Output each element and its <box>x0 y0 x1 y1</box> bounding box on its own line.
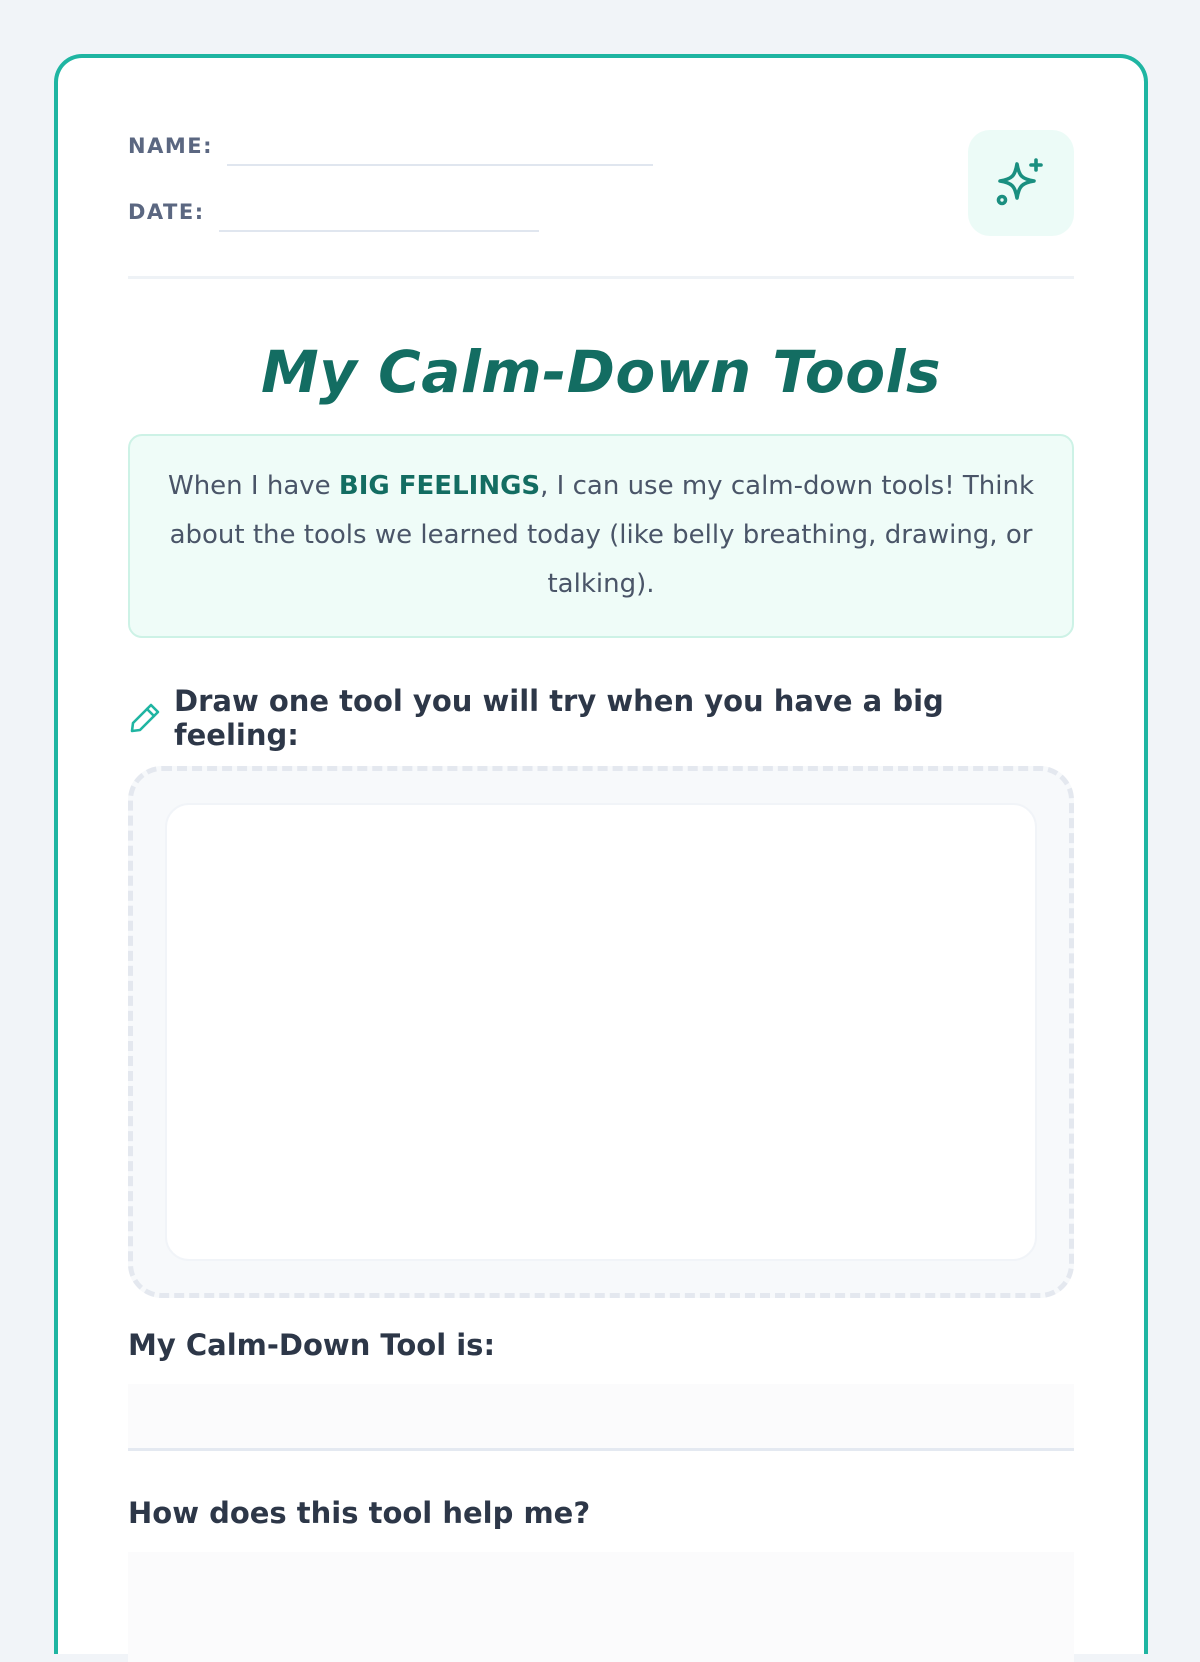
date-row <box>128 198 539 226</box>
header-divider <box>128 276 1074 279</box>
date-field[interactable] <box>219 230 539 232</box>
question-tool-label: My Calm-Down Tool is: <box>128 1328 496 1362</box>
intro-highlight: BIG FEELINGS <box>338 471 541 501</box>
pencil-icon <box>128 701 162 735</box>
question-help-label: How does this tool help me? <box>128 1496 591 1530</box>
draw-prompt <box>128 684 1074 752</box>
answer-tool-field[interactable] <box>128 1384 1074 1448</box>
name-field[interactable] <box>227 164 653 166</box>
intro-text-start: When I have <box>167 471 339 501</box>
intro-box <box>128 434 1074 638</box>
intro-text-end: , I can use my calm-down tools! Think about the tools we learned today (like belly breathing, drawing, or talking). <box>169 471 1035 599</box>
name-label: NAME: <box>128 134 213 158</box>
draw-prompt-text: Draw one tool you will try when you have a big feeling: <box>174 684 944 752</box>
page-title: My Calm-Down Tools <box>260 338 942 406</box>
drawing-area[interactable] <box>165 803 1037 1261</box>
worksheet-card <box>54 54 1148 1654</box>
answer-help-field[interactable] <box>128 1552 1074 1662</box>
answer-tool-line <box>128 1448 1074 1451</box>
drawing-frame <box>128 766 1074 1298</box>
sparkles-badge <box>968 130 1074 236</box>
sparkles-icon <box>994 156 1048 210</box>
name-row <box>128 132 653 160</box>
date-label: DATE: <box>128 200 205 224</box>
